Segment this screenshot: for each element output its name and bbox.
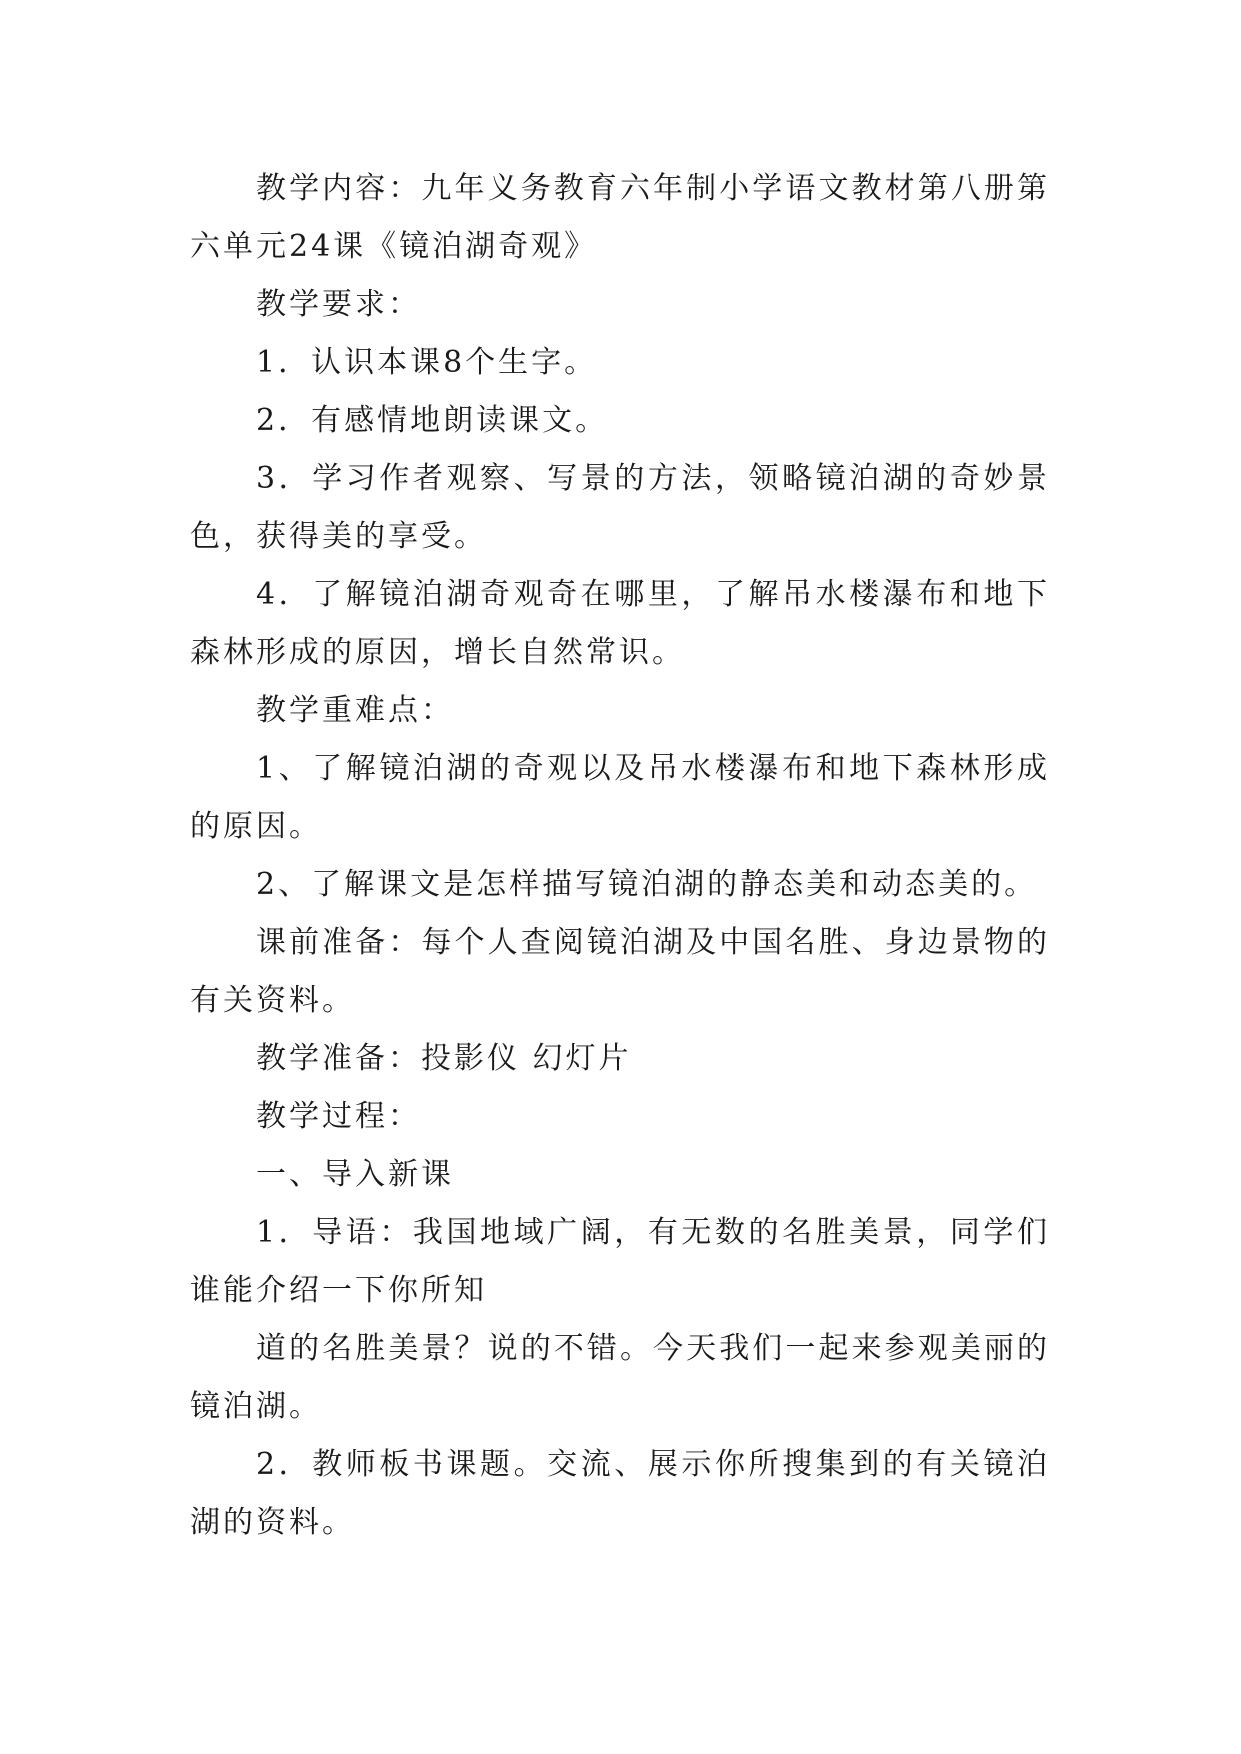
paragraph-teaching-preparation: 教学准备：投影仪 幻灯片 [256, 1041, 632, 1076]
paragraph-key-point-2: 2、了解课文是怎样描写镜泊湖的静态美和动态美的。 [256, 867, 1038, 902]
paragraph-step-1-continued: 道的名胜美景？说的不错。今天我们一起来参观美丽的镜泊湖。 [190, 1331, 1050, 1424]
paragraph-requirement-3: 3．学习作者观察、写景的方法，领略镜泊湖的奇妙景色，获得美的享受。 [190, 461, 1050, 554]
paragraph-key-points-heading: 教学重难点： [256, 693, 454, 728]
document-body [190, 160, 1050, 1552]
paragraph-step-1: 1．导语：我国地域广阔，有无数的名胜美景，同学们谁能介绍一下你所知 [190, 1215, 1050, 1308]
paragraph-key-point-1: 1、了解镜泊湖的奇观以及吊水楼瀑布和地下森林形成的原因。 [190, 751, 1050, 844]
paragraph-step-2: 2．教师板书课题。交流、展示你所搜集到的有关镜泊湖的资料。 [190, 1447, 1050, 1540]
paragraph-teaching-content: 教学内容：九年义务教育六年制小学语文教材第八册第六单元24课《镜泊湖奇观》 [190, 171, 1050, 264]
paragraph-teaching-requirements-heading: 教学要求： [256, 287, 421, 322]
paragraph-requirement-2: 2．有感情地朗读课文。 [256, 403, 609, 438]
paragraph-requirement-1: 1．认识本课8个生字。 [256, 345, 598, 380]
paragraph-section-1-heading: 一、导入新课 [256, 1157, 454, 1192]
paragraph-teaching-process-heading: 教学过程： [256, 1099, 421, 1134]
paragraph-requirement-4: 4．了解镜泊湖奇观奇在哪里，了解吊水楼瀑布和地下森林形成的原因，增长自然常识。 [190, 577, 1050, 670]
paragraph-pre-class-preparation: 课前准备：每个人查阅镜泊湖及中国名胜、身边景物的有关资料。 [190, 925, 1050, 1018]
